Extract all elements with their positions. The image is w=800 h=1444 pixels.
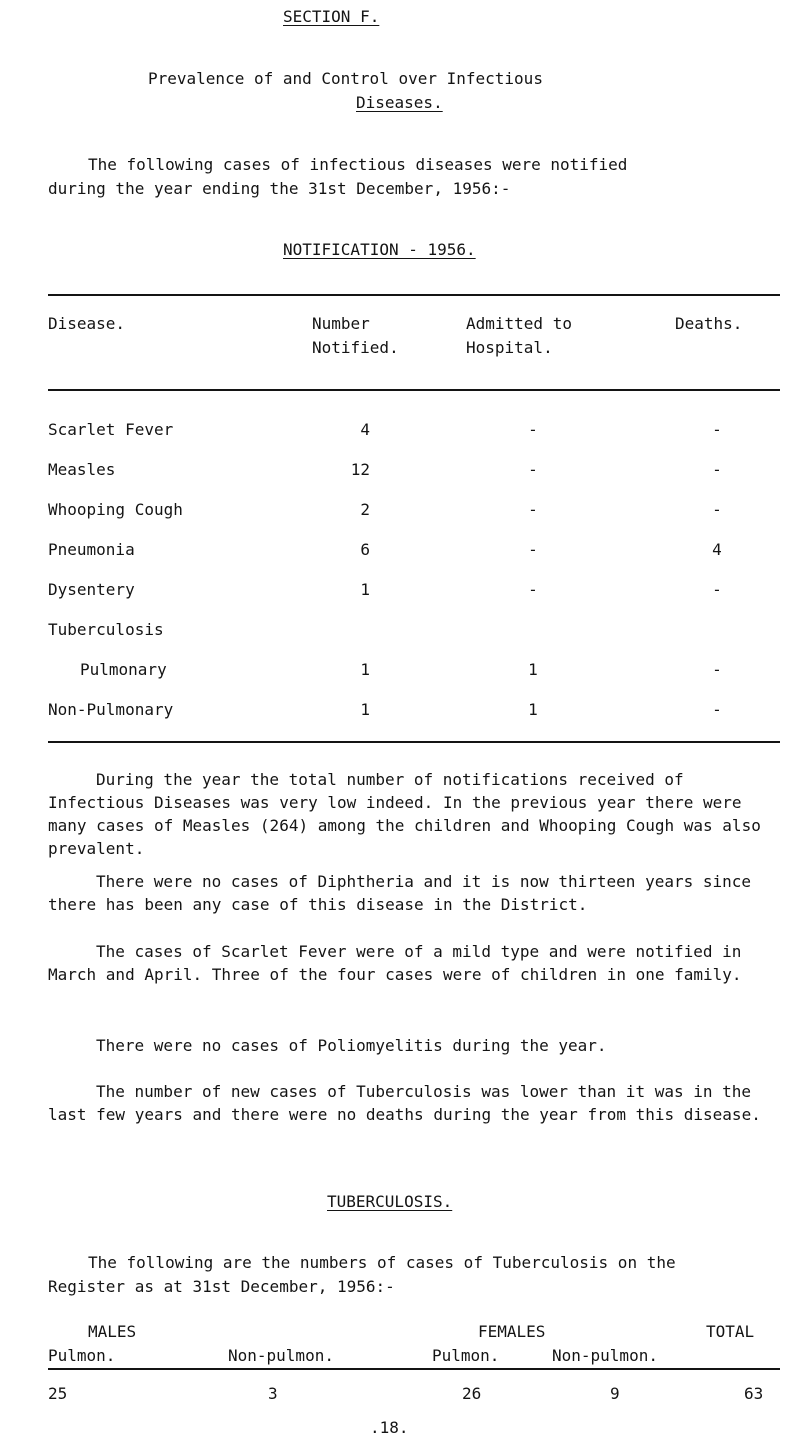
page-number: .18. — [370, 1418, 409, 1437]
table-top-rule — [48, 294, 780, 296]
tb-header-female-pulmon: Pulmon. — [432, 1346, 500, 1365]
row-deaths: - — [712, 580, 722, 599]
row-notified: 1 — [360, 580, 370, 599]
tb-value-female-nonpulmon: 9 — [610, 1384, 620, 1403]
row-disease: Whooping Cough — [48, 500, 183, 519]
tb-header-rule — [48, 1368, 780, 1370]
paragraph-poliomyelitis: There were no cases of Poliomyelitis during the year. — [96, 1036, 607, 1055]
tb-header-male-pulmon: Pulmon. — [48, 1346, 116, 1365]
tb-header-male-nonpulmon: Non-pulmon. — [228, 1346, 334, 1365]
row-deaths: - — [712, 420, 722, 439]
row-admitted: - — [528, 540, 538, 559]
row-admitted: 1 — [528, 660, 538, 679]
row-admitted: - — [528, 420, 538, 439]
row-deaths: - — [712, 500, 722, 519]
row-disease: Dysentery — [48, 580, 135, 599]
title-line-2: Diseases. — [356, 93, 443, 112]
col-header-admitted-l2: Hospital. — [466, 338, 553, 357]
tuberculosis-heading: TUBERCULOSIS. — [327, 1192, 453, 1211]
row-notified: 1 — [360, 700, 370, 719]
row-deaths: 4 — [712, 540, 722, 559]
row-notified: 2 — [360, 500, 370, 519]
row-admitted: - — [528, 500, 538, 519]
row-notified: 12 — [350, 460, 370, 479]
tb-intro-line-1: The following are the numbers of cases of Tuberculosis on the — [88, 1253, 676, 1272]
row-notified: 6 — [360, 540, 370, 559]
row-admitted: - — [528, 460, 538, 479]
intro-line-1: The following cases of infectious diseases were notified — [88, 155, 628, 174]
table-heading: NOTIFICATION - 1956. — [283, 240, 476, 259]
tb-header-females: FEMALES — [478, 1322, 546, 1341]
row-disease: Pneumonia — [48, 540, 135, 559]
row-disease: Measles — [48, 460, 116, 479]
table-header-rule — [48, 389, 780, 391]
tb-header-female-nonpulmon: Non-pulmon. — [552, 1346, 658, 1365]
tb-value-female-pulmon: 26 — [462, 1384, 482, 1403]
row-notified: 4 — [360, 420, 370, 439]
intro-line-2: during the year ending the 31st December, 1956:- — [48, 179, 511, 198]
col-header-disease: Disease. — [48, 314, 126, 333]
row-deaths: - — [712, 460, 722, 479]
paragraph-notifications: During the year the total number of notifications received of Infectious Diseases was very low indeed. In the previous year there were many cases of Measles (264) among the children and Whooping Cough was also prevalent. — [48, 770, 761, 858]
paragraph-tuberculosis: The number of new cases of Tuberculosis was lower than it was in the last few years and there were no deaths during the year from this disease. — [48, 1082, 761, 1124]
row-notified: 1 — [360, 660, 370, 679]
row-deaths: - — [712, 660, 722, 679]
row-disease: Non-Pulmonary — [48, 700, 174, 719]
paragraph-diphtheria: There were no cases of Diphtheria and it is now thirteen years since there has been any case of this disease in the District. — [48, 872, 752, 914]
row-admitted: 1 — [528, 700, 538, 719]
col-header-number-l1: Number — [312, 314, 370, 333]
col-header-deaths: Deaths. — [675, 314, 743, 333]
tb-value-male-pulmon: 25 — [48, 1384, 68, 1403]
row-disease: Tuberculosis — [48, 620, 164, 639]
section-heading: SECTION F. — [283, 7, 380, 26]
col-header-admitted-l1: Admitted to — [466, 314, 572, 333]
tb-header-males: MALES — [88, 1322, 137, 1341]
table-bottom-rule — [48, 741, 780, 743]
row-disease: Pulmonary — [80, 660, 167, 679]
row-deaths: - — [712, 700, 722, 719]
title-line-1: Prevalence of and Control over Infectious — [148, 69, 543, 88]
tb-value-total: 63 — [744, 1384, 764, 1403]
tb-intro-line-2: Register as at 31st December, 1956:- — [48, 1277, 395, 1296]
tb-value-male-nonpulmon: 3 — [268, 1384, 278, 1403]
col-header-number-l2: Notified. — [312, 338, 399, 357]
row-disease: Scarlet Fever — [48, 420, 174, 439]
row-admitted: - — [528, 580, 538, 599]
paragraph-scarlet-fever: The cases of Scarlet Fever were of a mild type and were notified in March and April. Three of the four cases were of children in one family. — [48, 942, 742, 984]
tb-header-total: TOTAL — [706, 1322, 755, 1341]
